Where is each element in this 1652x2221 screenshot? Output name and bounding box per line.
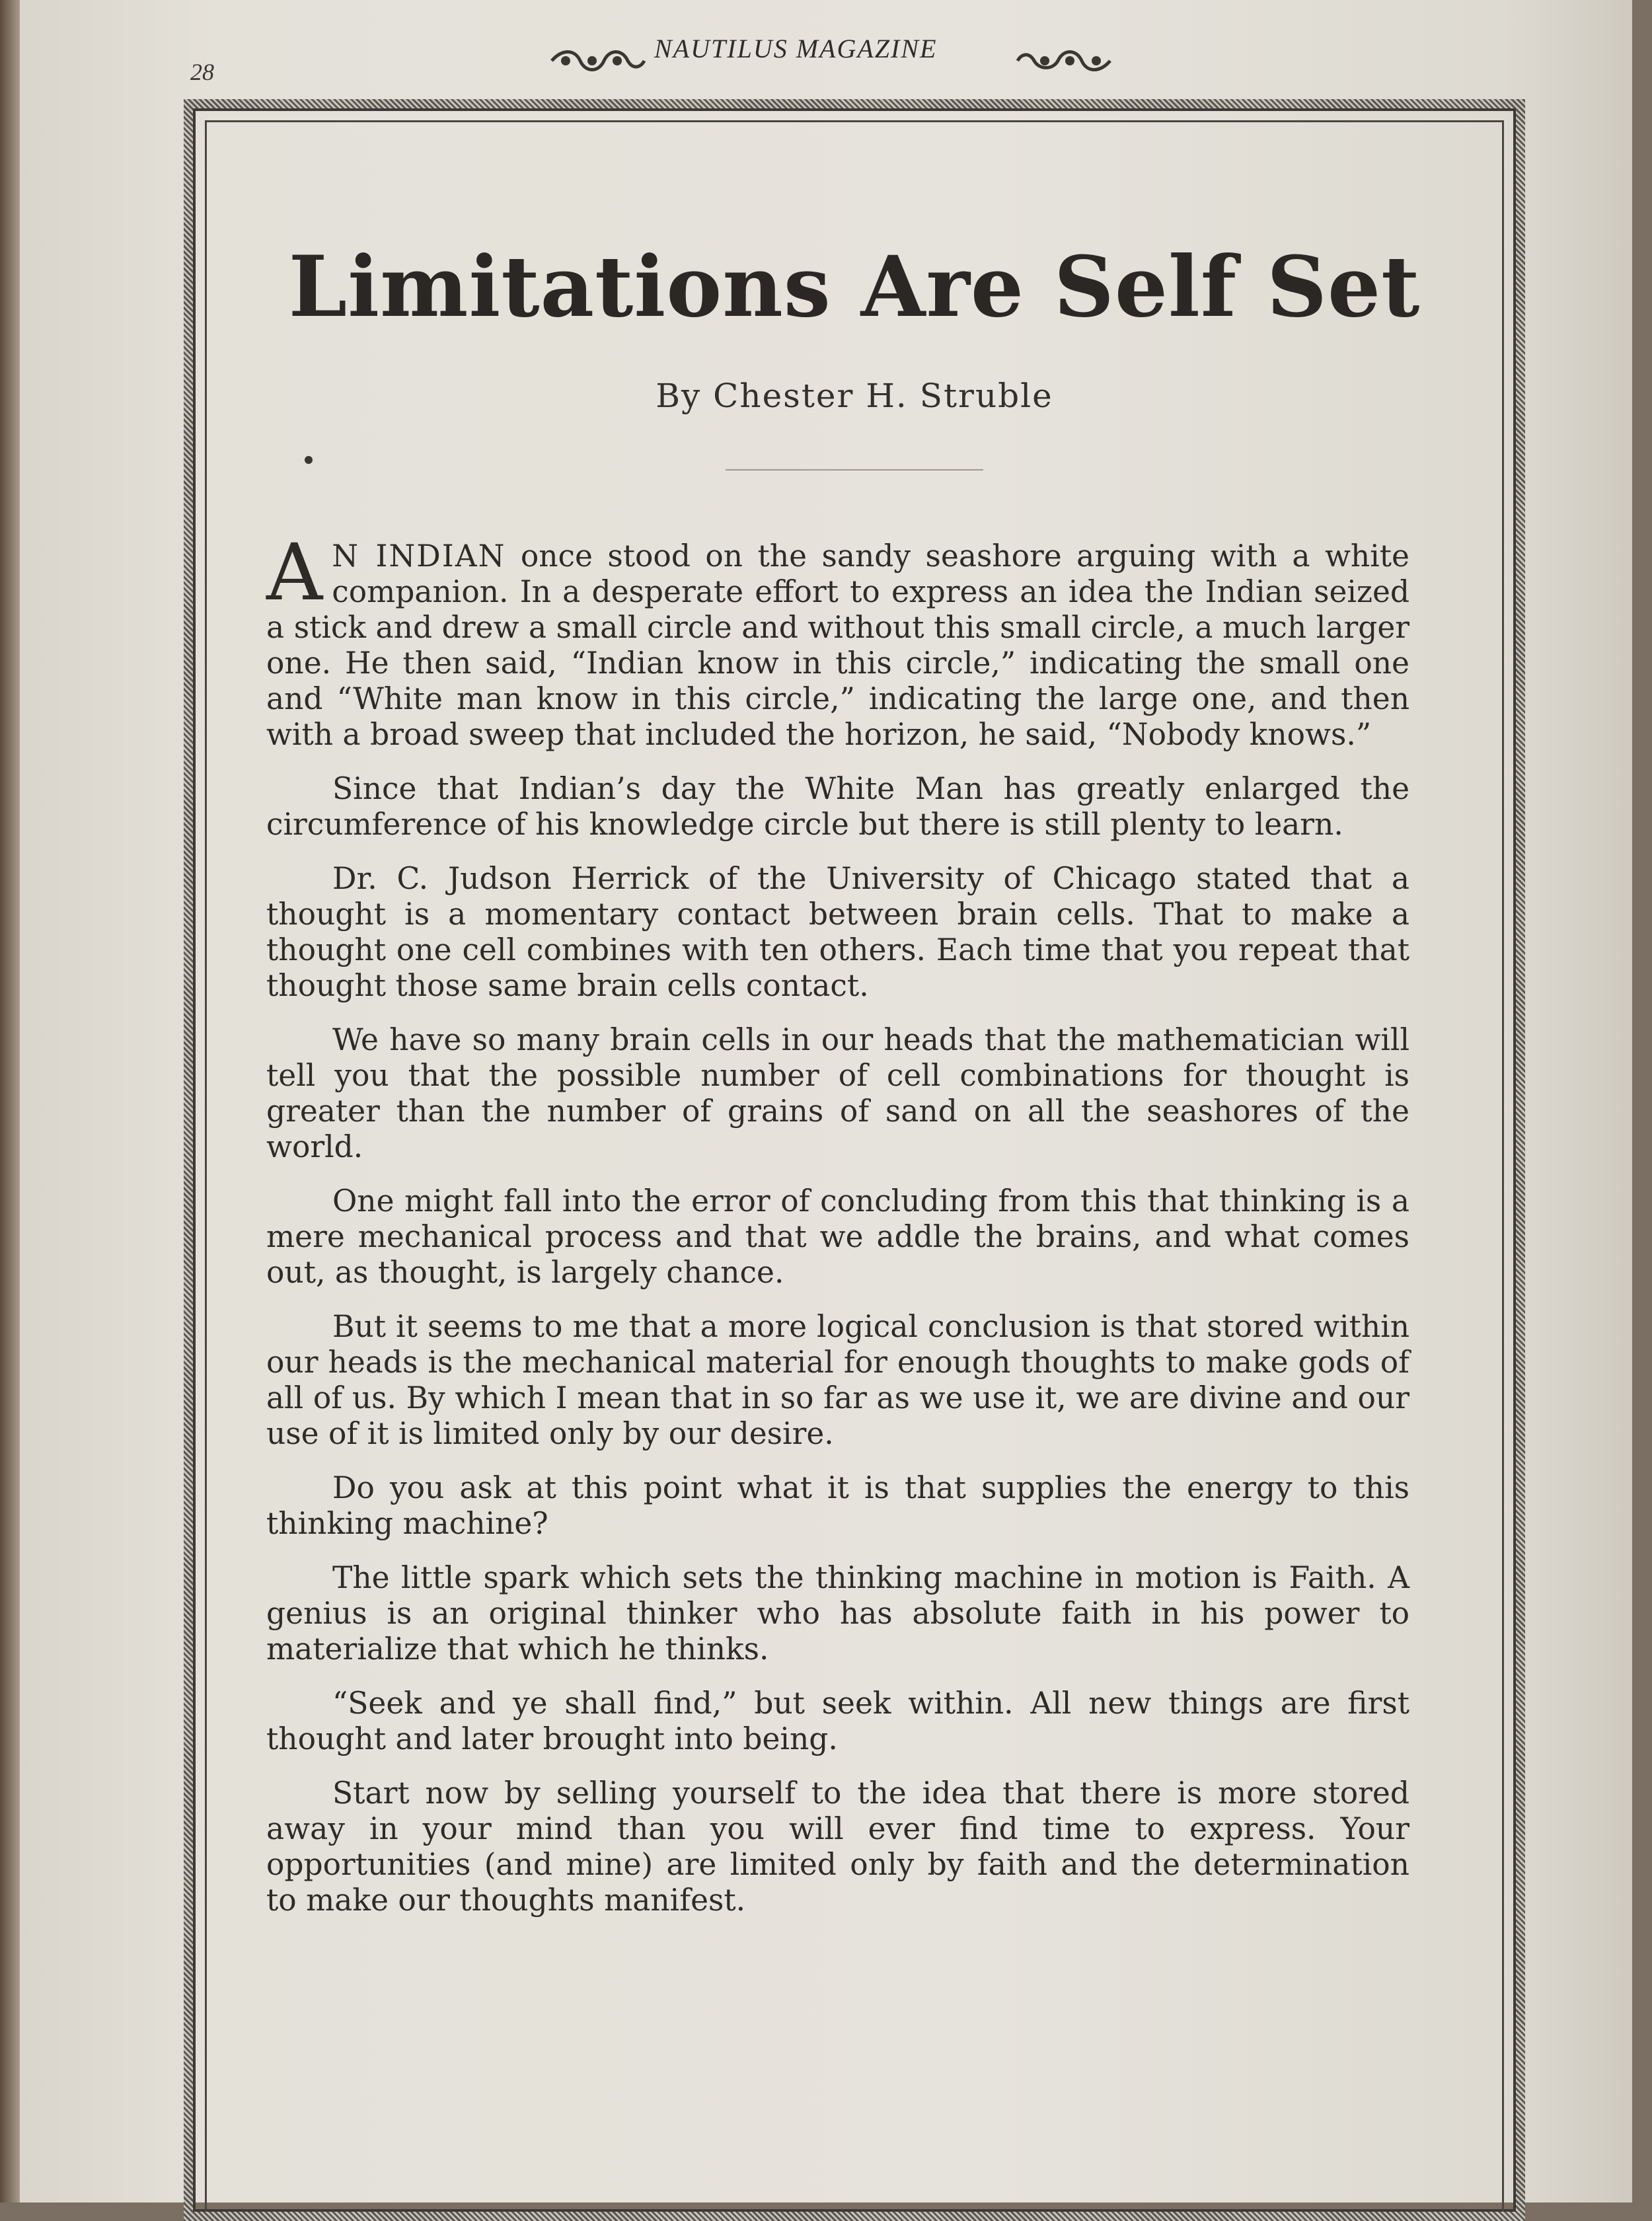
magazine-title: NAUTILUS MAGAZINE xyxy=(654,34,938,63)
paragraph-7: Do you ask at this point what it is that supplies the energy to this thinking machine? xyxy=(266,1470,1409,1541)
magazine-page xyxy=(20,0,1632,2202)
title-divider xyxy=(726,469,983,471)
paragraph-8: The little spark which sets the thinking machine in motion is Faith. A genius is an original thinker who has absolute faith in his power to materialize that which he thinks. xyxy=(266,1560,1409,1667)
paragraph-text: once stood on the sandy seashore arguing with a white companion. In a desperate effort to express an idea the Indian seized a stick and drew a small circle and without this small circle, a much larger one. He then said, “Indian know in this circle,” indicating the small one and “White man know in this circle,” indicating the large one, and then with a broad sweep that included the horizon, he said, “Nobody knows.” xyxy=(266,539,1409,752)
article-title: Limitations Are Self Set xyxy=(288,238,1421,336)
paragraph-3: Dr. C. Judson Herrick of the University of Chicago stated that a thought is a momentary contact between brain cells. That to make a thought one cell combines with ten others. Each time that you repeat that thought those same brain cells contact. xyxy=(266,861,1409,1003)
scroll-ornament-icon xyxy=(1014,48,1113,74)
book-spine-edge xyxy=(0,0,20,2202)
article-byline: By Chester H. Struble xyxy=(656,377,1053,415)
page-number: 28 xyxy=(190,59,214,85)
paragraph-10: Start now by selling yourself to the idea that there is more stored away in your mind than you will ever find time to express. Your opportunities (and mine) are limited only by faith and the determination to make our thoughts manifest. xyxy=(266,1776,1409,1918)
article-body xyxy=(266,527,1409,1937)
lead-in-caps: N INDIAN xyxy=(332,539,506,574)
paragraph-2: Since that Indian’s day the White Man has greatly enlarged the circumference of his knowledge circle but there is still plenty to learn. xyxy=(266,771,1409,842)
scroll-ornament-icon xyxy=(548,48,648,74)
paragraph-5: One might fall into the error of concluding from this that thinking is a mere mechanical process and that we addle the brains, and what comes out, as thought, is largely chance. xyxy=(266,1184,1409,1290)
ink-speck xyxy=(305,456,313,464)
drop-cap: A xyxy=(266,527,323,618)
article-border-frame xyxy=(184,99,1525,2221)
article-inner-border xyxy=(205,120,1504,2212)
paragraph-4: We have so many brain cells in our heads that the mathematician will tell you that the possible number of cell combinations for thought is greater than the number of grains of sand on all the seashores of the world. xyxy=(266,1022,1409,1164)
paragraph-6: But it seems to me that a more logical conclusion is that stored within our heads is the mechanical material for enough thoughts to make gods of all of us. By which I mean that in so far as we use it, we are divine and our use of it is limited only by our desire. xyxy=(266,1309,1409,1451)
page-header xyxy=(20,13,1632,86)
paragraph-1 xyxy=(266,527,1409,753)
paragraph-9: “Seek and ye shall find,” but seek within. All new things are first thought and later brought into being. xyxy=(266,1686,1409,1756)
